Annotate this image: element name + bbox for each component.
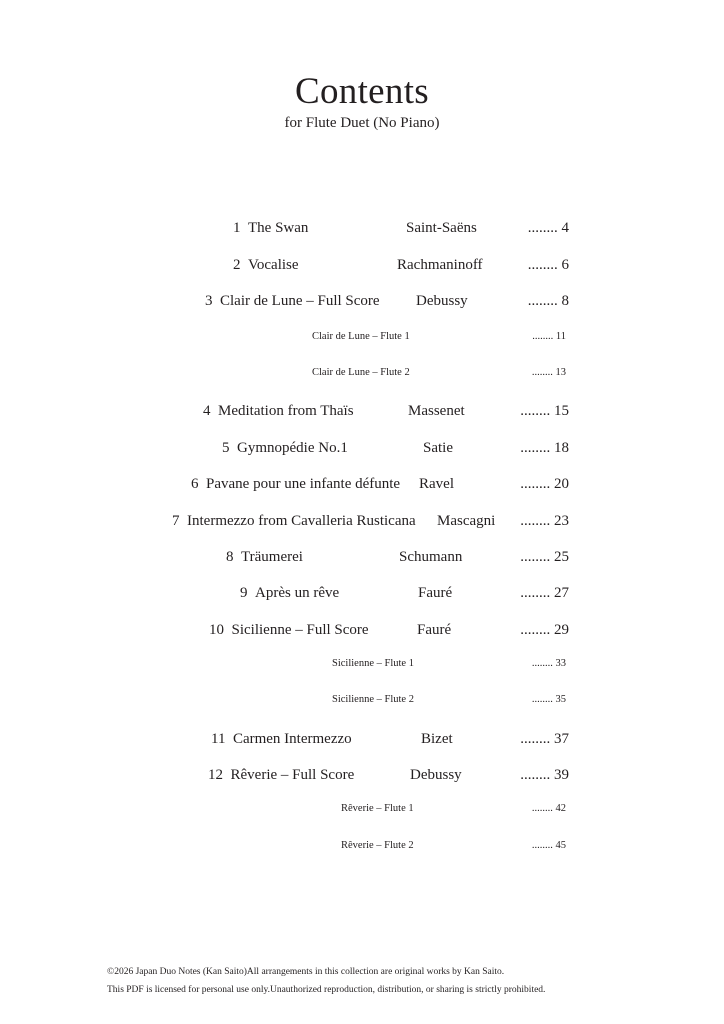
toc-entry-number: 7 xyxy=(172,513,180,529)
toc-entry-name: Sicilienne – Full Score xyxy=(231,622,369,638)
page-title: Contents xyxy=(295,71,429,112)
toc-entry-name: Träumerei xyxy=(241,549,303,565)
toc-entry-name: The Swan xyxy=(248,220,309,236)
toc-entry-number: 11 xyxy=(211,731,226,747)
toc-entry-title xyxy=(209,621,369,639)
toc-entry-number: 9 xyxy=(240,585,248,601)
toc-entry-number: 12 xyxy=(208,767,223,783)
toc-entry-page: ........ 15 xyxy=(520,403,569,419)
toc-entry-title xyxy=(191,475,400,493)
page-subtitle: for Flute Duet (No Piano) xyxy=(284,115,440,131)
toc-entry-composer: Rachmaninoff xyxy=(397,257,483,273)
toc-entry-title xyxy=(205,292,380,310)
toc-entry-composer: Debussy xyxy=(410,767,462,783)
copyright-notice: ©2026 Japan Duo Notes (Kan Saito)All arrangements in this collection are original works by Kan Saito. xyxy=(107,967,505,977)
toc-entry-composer: Fauré xyxy=(418,585,453,601)
toc-subentry-page: ........ 35 xyxy=(531,694,566,705)
toc-entry-title xyxy=(226,548,303,566)
toc-entry-title xyxy=(233,219,308,237)
license-notice: This PDF is licensed for personal use only.Unauthorized reproduction, distribution, or sharing is strictly prohibited. xyxy=(107,985,546,995)
toc-subentry-page: ........ 45 xyxy=(531,840,566,851)
toc-entry-name: Intermezzo from Cavalleria Rusticana xyxy=(187,513,416,529)
toc-entry-title xyxy=(208,766,354,784)
toc-entry-title xyxy=(240,584,339,602)
toc-subentry-page: ........ 42 xyxy=(531,803,566,814)
toc-entry-name: Pavane pour une infante défunte xyxy=(206,476,401,492)
toc-entry-page: ........ 37 xyxy=(520,731,569,747)
toc-entry-title xyxy=(233,256,299,274)
toc-subentry-title: Clair de Lune – Flute 1 xyxy=(312,331,410,342)
toc-entry-composer: Saint-Saëns xyxy=(406,220,477,236)
toc-entry-composer: Fauré xyxy=(417,622,452,638)
toc-entry-page: ........ 39 xyxy=(520,767,569,783)
toc-entry-page: ........ 20 xyxy=(520,476,569,492)
toc-subentry-page: ........ 33 xyxy=(531,658,566,669)
toc-entry-title xyxy=(211,730,352,748)
toc-subentry-title: Rêverie – Flute 2 xyxy=(341,840,414,851)
toc-entry-page: ........ 25 xyxy=(520,549,569,565)
toc-entry-number: 3 xyxy=(205,293,213,309)
toc-entry-name: Après un rêve xyxy=(255,585,340,601)
toc-entry-page: ........ 29 xyxy=(520,622,569,638)
toc-entry-composer: Mascagni xyxy=(437,513,496,529)
toc-entry-number: 10 xyxy=(209,622,224,638)
toc-entry-page: ........ 18 xyxy=(520,440,569,456)
toc-entry-number: 1 xyxy=(233,220,241,236)
toc-entry-number: 8 xyxy=(226,549,234,565)
toc-entry-composer: Schumann xyxy=(399,549,463,565)
toc-entry-composer: Massenet xyxy=(408,403,465,419)
toc-entry-composer: Bizet xyxy=(421,731,453,747)
toc-subentry-title: Sicilienne – Flute 2 xyxy=(332,694,414,705)
toc-subentry-title: Rêverie – Flute 1 xyxy=(341,803,414,814)
toc-entry-name: Vocalise xyxy=(248,257,299,273)
toc-entry-title xyxy=(222,439,348,457)
toc-entry-number: 4 xyxy=(203,403,211,419)
toc-entry-name: Clair de Lune – Full Score xyxy=(220,293,380,309)
toc-entry-composer: Ravel xyxy=(419,476,454,492)
toc-entry-page: ........ 4 xyxy=(527,220,569,236)
toc-entry-composer: Satie xyxy=(423,440,453,456)
toc-subentry-title: Clair de Lune – Flute 2 xyxy=(312,367,410,378)
toc-entry-page: ........ 6 xyxy=(527,257,569,273)
toc-entry-page: ........ 23 xyxy=(520,513,569,529)
toc-entry-name: Meditation from Thaïs xyxy=(218,403,354,419)
toc-subentry-title: Sicilienne – Flute 1 xyxy=(332,658,414,669)
toc-entry-composer: Debussy xyxy=(416,293,468,309)
toc-entry-title xyxy=(172,512,416,530)
toc-subentry-page: ........ 11 xyxy=(532,331,566,342)
toc-entry-number: 2 xyxy=(233,257,241,273)
toc-entry-number: 5 xyxy=(222,440,230,456)
toc-entry-number: 6 xyxy=(191,476,199,492)
toc-entry-page: ........ 27 xyxy=(520,585,569,601)
toc-subentry-page: ........ 13 xyxy=(531,367,566,378)
toc-entry-name: Carmen Intermezzo xyxy=(232,731,352,747)
toc-entry-title xyxy=(203,402,354,420)
toc-entry-name: Rêverie – Full Score xyxy=(230,767,355,783)
toc-entry-name: Gymnopédie No.1 xyxy=(237,440,348,456)
toc-entry-page: ........ 8 xyxy=(527,293,569,309)
